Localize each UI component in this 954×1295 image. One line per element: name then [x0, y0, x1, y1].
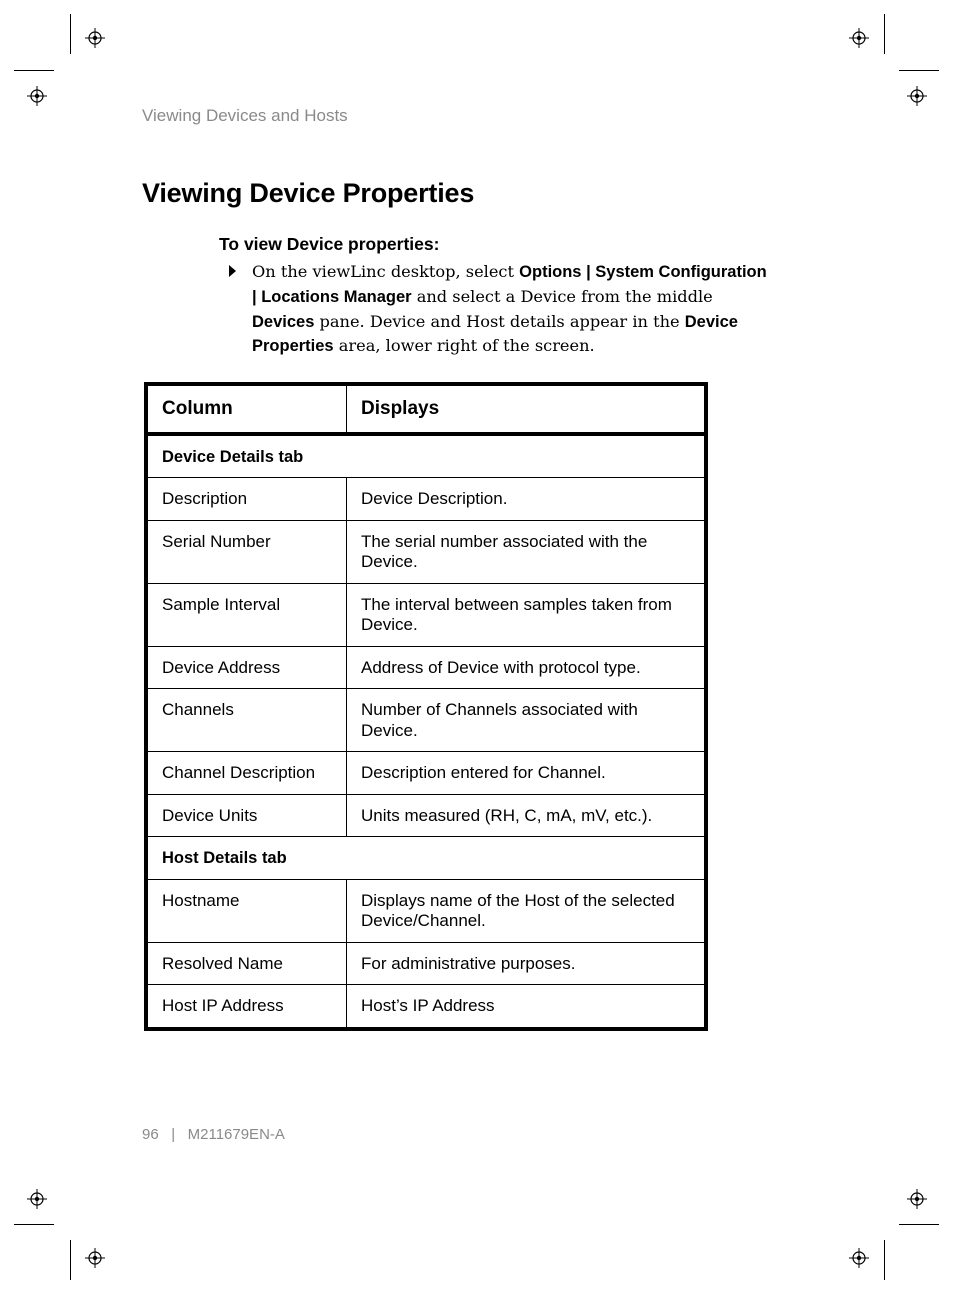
property-name: Serial Number [146, 520, 347, 583]
property-description: Address of Device with protocol type. [347, 646, 707, 689]
table-row [146, 520, 706, 583]
property-description: The serial number associated with the Device. [347, 520, 707, 583]
displays-header: Displays [347, 384, 707, 434]
crop-mark [899, 70, 939, 71]
registration-crosshair-icon [27, 86, 47, 106]
registration-crosshair-icon [27, 1189, 47, 1209]
table-row [146, 752, 706, 795]
property-name: Channel Description [146, 752, 347, 795]
procedure-heading: To view Device properties: [219, 234, 440, 254]
property-description: Units measured (RH, C, mA, mV, etc.). [347, 794, 707, 837]
step-text: On the viewLinc desktop, select [252, 262, 520, 281]
property-name: Description [146, 478, 347, 521]
property-description: Displays name of the Host of the selected Device/Channel. [347, 879, 707, 942]
page-title: Viewing Device Properties [142, 178, 475, 208]
area-name: Device Properties [252, 312, 738, 356]
table-row [146, 942, 706, 985]
pane-name: Devices [252, 312, 315, 331]
step-text: pane. Device and Host details appear in the [314, 311, 685, 331]
step-text: and select a Device from the middle [411, 286, 713, 306]
property-name: Device Address [146, 646, 347, 689]
property-description: For administrative purposes. [347, 942, 707, 985]
document-id: M211679EN-A [187, 1126, 285, 1143]
crop-mark [884, 14, 885, 54]
property-name: Resolved Name [146, 942, 347, 985]
section-row [146, 434, 706, 478]
procedure-step [252, 260, 772, 359]
table-row [146, 794, 706, 837]
property-description: Description entered for Channel. [347, 752, 707, 795]
registration-crosshair-icon [85, 28, 105, 48]
footer-separator: | [171, 1126, 176, 1143]
registration-crosshair-icon [907, 86, 927, 106]
crop-mark [14, 70, 54, 71]
property-name: Device Units [146, 794, 347, 837]
running-head: Viewing Devices and Hosts [142, 106, 348, 125]
step-text: area, lower right of the screen. [333, 336, 595, 356]
table-row [146, 646, 706, 689]
section-title: Device Details tab [146, 434, 706, 478]
table-row [146, 985, 706, 1029]
page-number: 96 [142, 1126, 159, 1143]
menu-path: Options | System Configuration | Locations Manager [252, 263, 767, 306]
property-description: The interval between samples taken from Device. [347, 583, 707, 646]
registration-crosshair-icon [907, 1189, 927, 1209]
property-description: Number of Channels associated with Device. [347, 689, 707, 752]
triangle-bullet-icon [229, 265, 236, 277]
table-row [146, 478, 706, 521]
property-name: Host IP Address [146, 985, 347, 1029]
crop-mark [70, 14, 71, 54]
table-row [146, 879, 706, 942]
table-row [146, 583, 706, 646]
crop-mark [899, 1224, 939, 1225]
registration-crosshair-icon [849, 28, 869, 48]
registration-crosshair-icon [85, 1248, 105, 1268]
crop-mark [70, 1240, 71, 1280]
column-header: Column [146, 384, 347, 434]
property-name: Channels [146, 689, 347, 752]
property-description: Host’s IP Address [347, 985, 707, 1029]
property-name: Hostname [146, 879, 347, 942]
section-row [146, 837, 706, 880]
property-name: Sample Interval [146, 583, 347, 646]
section-title: Host Details tab [146, 837, 706, 880]
device-properties-table [144, 382, 708, 1031]
table-header-row [146, 384, 706, 434]
page-footer [142, 1126, 285, 1143]
property-description: Device Description. [347, 478, 707, 521]
crop-mark [884, 1240, 885, 1280]
registration-crosshair-icon [849, 1248, 869, 1268]
crop-mark [14, 1224, 54, 1225]
table-row [146, 689, 706, 752]
